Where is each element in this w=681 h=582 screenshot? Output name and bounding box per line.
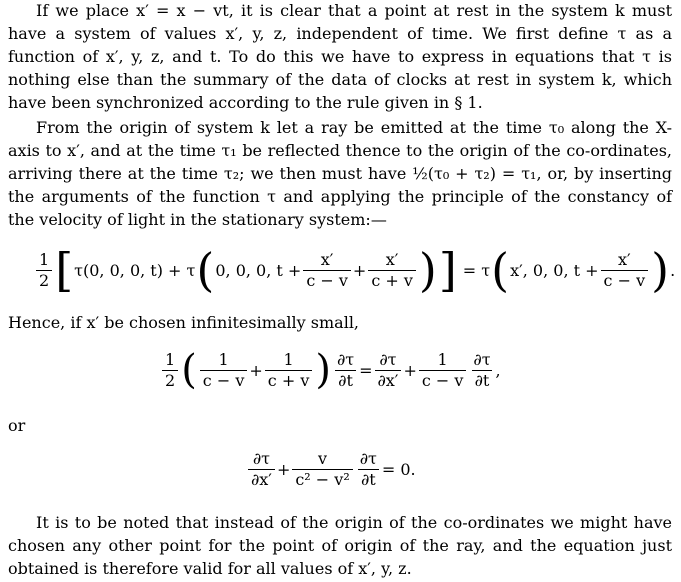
- equation-2: $\frac{1}{2}$ ( $\frac{1}{c - v}$ + $\frac{1}{c + v}$ ) $\frac{\partial\tau}{\partial t}$ = $\frac{\partial\tau}{\partial x'}$ + $\frac{1}{c - v}$ $\frac{\partial\tau}{\partial t}$ ,: [160, 350, 501, 390]
- or-text: or: [8, 416, 26, 435]
- fraction-rhs: $\frac{x'}{c - v}$: [601, 251, 649, 290]
- fraction-x-over-c-plus-v: $\frac{x'}{c + v}$: [368, 251, 416, 290]
- fraction-x-over-c-minus-v: $\frac{x'}{c - v}$: [303, 251, 351, 290]
- equation-3: $\frac{\partial\tau}{\partial x'}$ + $\frac{v}{\text{c² − v²}}$ $\frac{\partial\tau}{\partial t}$ = 0.: [246, 450, 416, 489]
- paragraph-3: It is to be noted that instead of the origin of the co-ordinates we might have chosen any other point for the point of origin of the ray, and the equation just obtained is therefore valid for all values of x′, y, z.: [8, 513, 672, 578]
- equation-1: $\frac{1}{2}$ [ τ(0, 0, 0, t) + τ ( 0, 0, 0, t + $\frac{x'}{c - v}$ + $\frac{x'}{c + v}$ ) ] = τ ( x′, 0, 0, t + $\frac{x'}{c - v}$ ) .: [34, 247, 675, 293]
- half-fraction: $\frac{1}{2}$: [36, 251, 52, 290]
- hence-text: Hence, if x′ be chosen infinitesimally small,: [8, 313, 360, 332]
- paragraph-1: If we place x′ = x − vt, it is clear that a point at rest in the system k must have a system of values x′, y, z, independent of time. We first define τ as a function of x′, y, z, and t. To do this we have to express in equations that τ is nothing else than the summary of the data of clocks at rest in system k, which have been synchronized according to the rule given in § 1.: [8, 1, 672, 112]
- paragraph-2: From the origin of system k let a ray be emitted at the time τ₀ along the X-axis to x′, and at the time τ₁ be reflected thence to the origin of the co-ordinates, arriving there at the time τ₂; we then must have ½(τ₀ + τ₂) = τ₁, or, by inserting the arguments of the function τ and applying the principle of the constancy of the velocity of light in the stationary system:—: [8, 118, 672, 229]
